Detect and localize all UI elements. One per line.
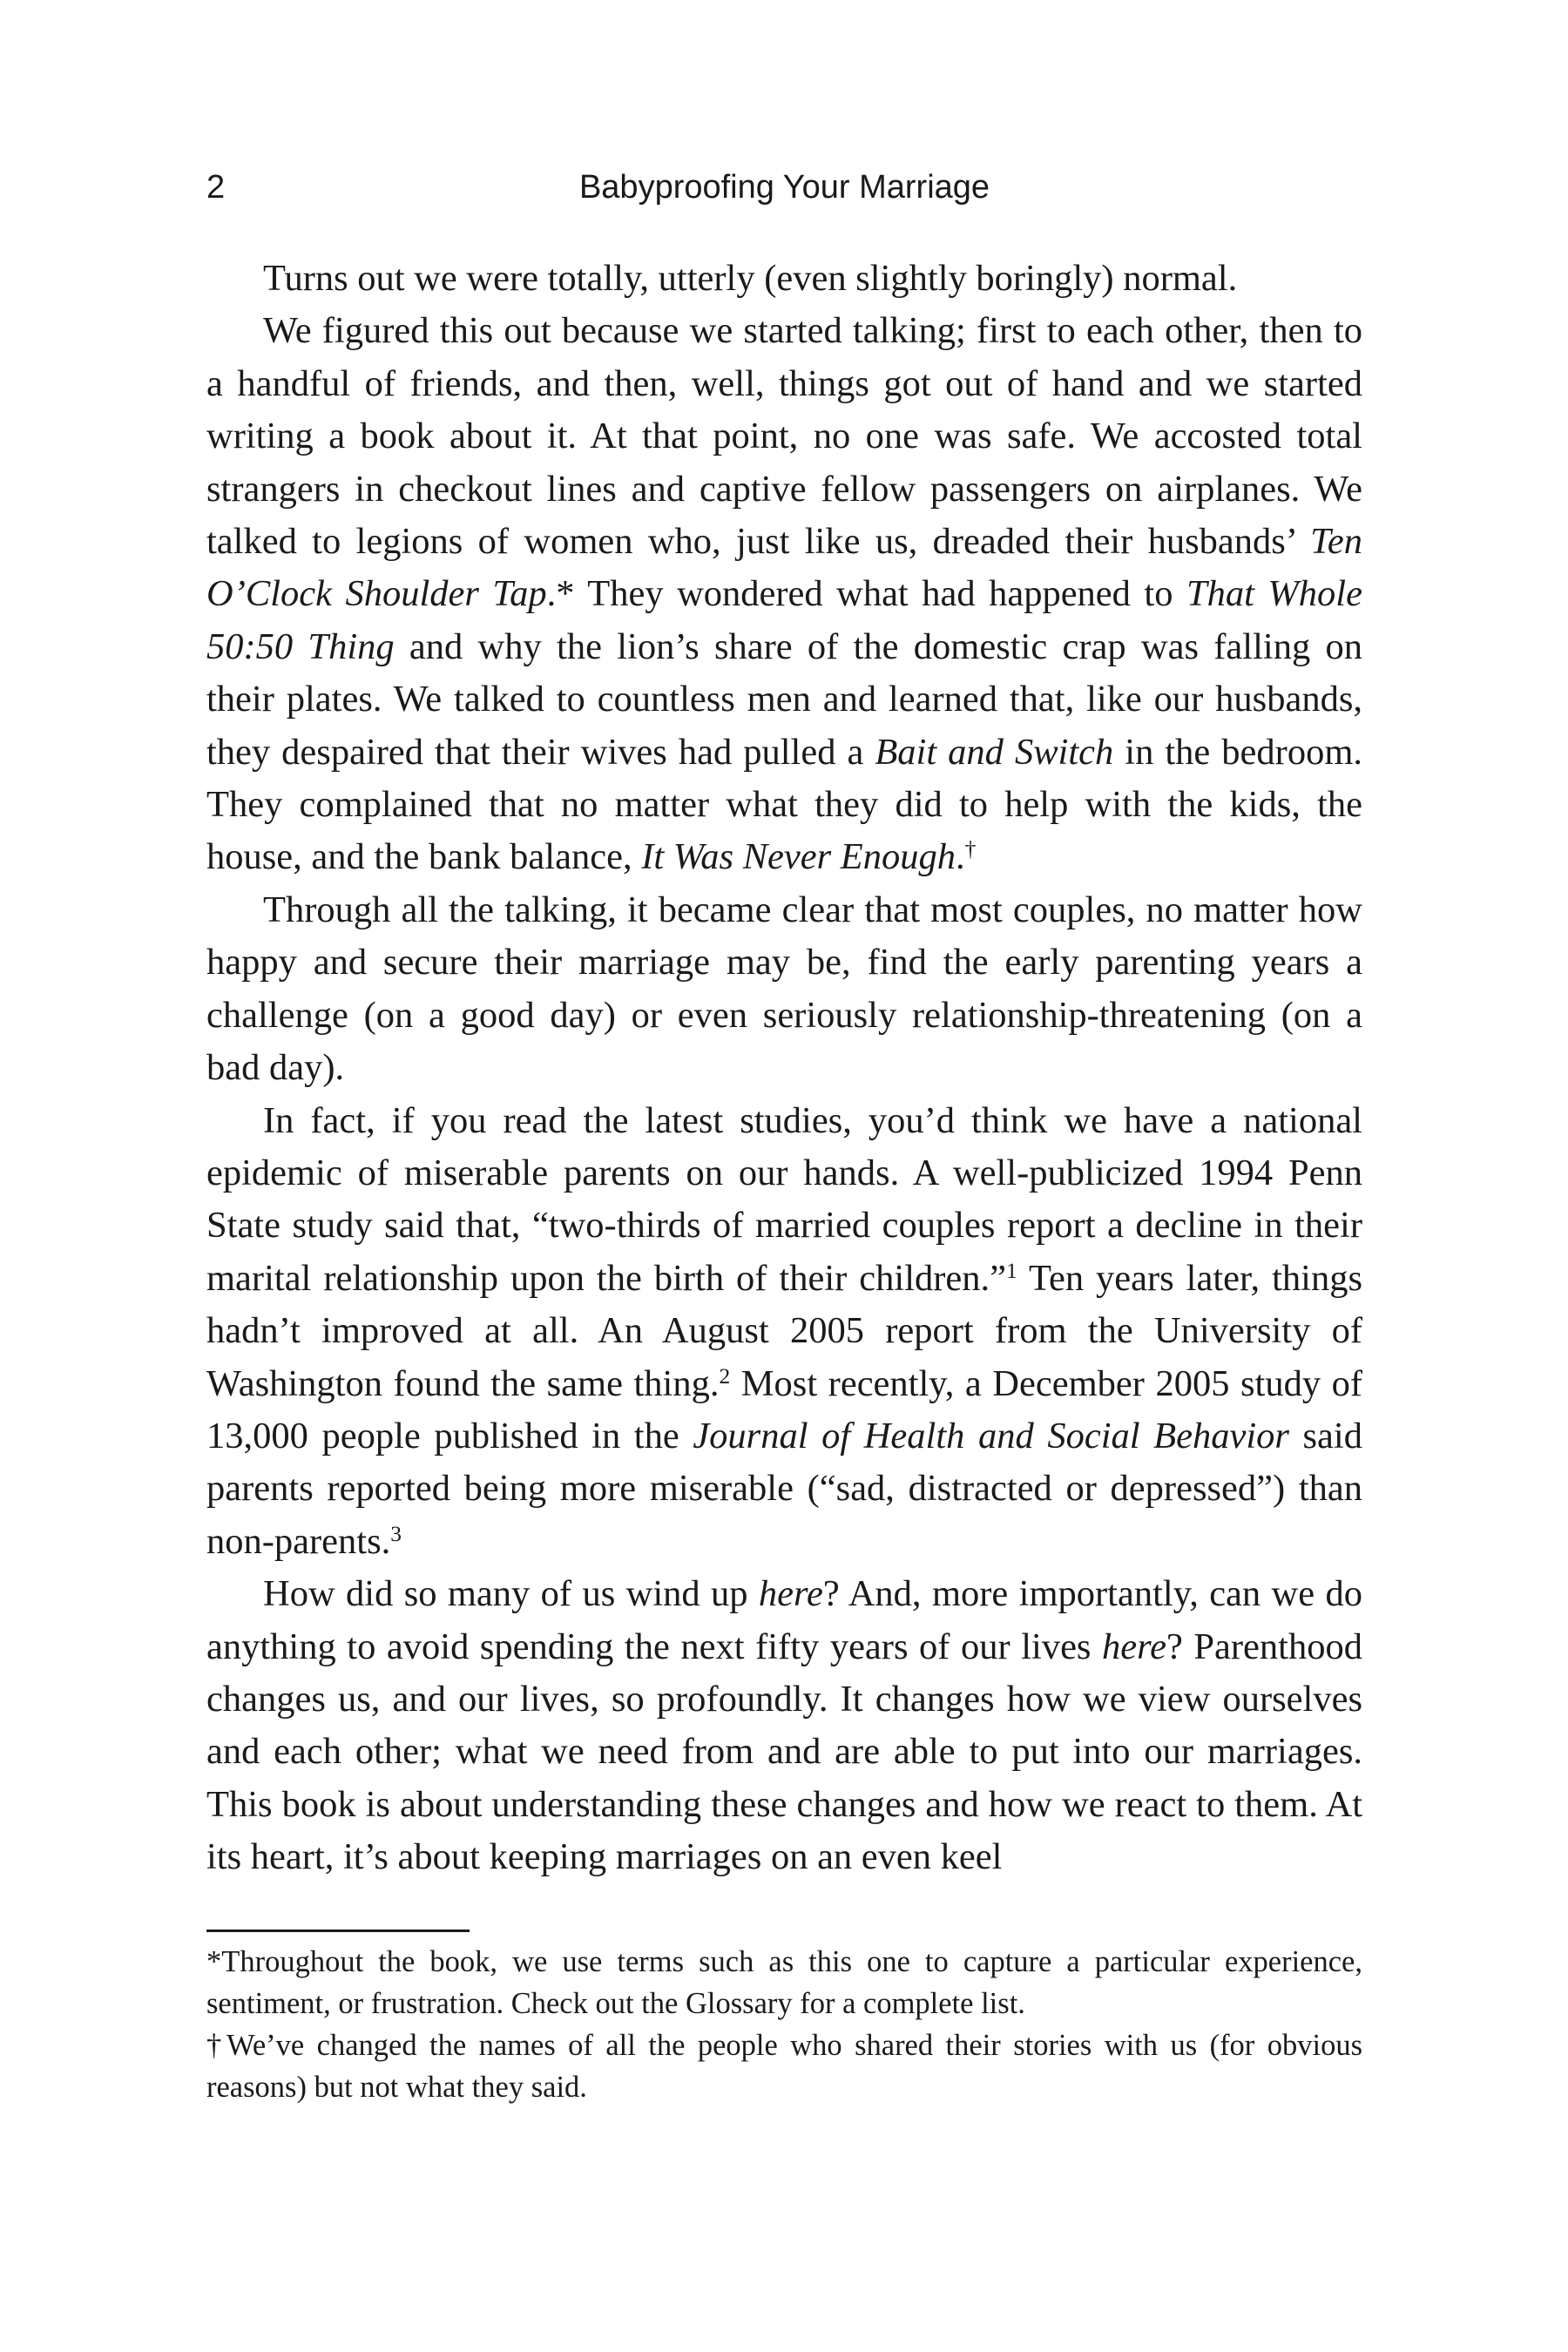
paragraph-3: Through all the talking, it became clear that most couples, no matter how happy and secure their marriage may be, find the early parenting years a challenge (on a good day) or even seriously relationship-threatening (on a bad day). bbox=[206, 889, 1362, 1089]
running-head bbox=[206, 166, 1362, 209]
glossary-term: That Whole 50:50 Thing bbox=[206, 573, 1362, 667]
text-run: in the bedroom. They complained that no matter what they did to help with the kids, the house, and the bank balance, bbox=[206, 731, 1362, 878]
paragraph-5 bbox=[206, 1568, 1362, 1883]
footnote-mark-asterisk: * bbox=[556, 573, 575, 615]
text-run: and why the lion’s share of the domestic crap was falling on their plates. We talked to countless men and learned that, like our husbands, they despaired that their wives had pulled a bbox=[206, 625, 1362, 773]
text-run: . bbox=[956, 836, 965, 878]
text-run: In fact, if you read the latest studies, you’d think we have a national epidemic of miserable parents on our hands. A well-publicized 1994 Penn State study said that, “two-thirds of married couples report a decline in their marital relationship upon the birth of their children.” bbox=[206, 1099, 1362, 1299]
glossary-term: It Was Never Enough bbox=[641, 836, 956, 878]
text-run: . bbox=[546, 573, 557, 615]
endnote-ref: 1 bbox=[1006, 1257, 1017, 1283]
paragraph-2 bbox=[206, 305, 1362, 883]
footnote-rule bbox=[206, 1930, 470, 1932]
emphasis: here bbox=[1102, 1625, 1166, 1667]
body-text bbox=[206, 253, 1362, 1884]
text-run: ? Parenthood changes us, and our lives, so profoundly. It changes how we view ourselves and each other; what we need from and are able to put into our marriages. This book is about understanding these changes and how we react to them. At its heart, it’s about keeping marriages on an even keel bbox=[206, 1625, 1362, 1878]
text-run: Ten years later, things hadn’t improved at all. An August 2005 report from the University of Washington found the same thing. bbox=[206, 1257, 1362, 1404]
footnotes bbox=[206, 1941, 1362, 2108]
emphasis: here bbox=[758, 1573, 823, 1615]
glossary-term: Ten O’Clock Shoulder Tap bbox=[206, 521, 1362, 615]
text-run: They wondered what had happened to bbox=[574, 573, 1186, 615]
book-title: Babyproofing Your Marriage bbox=[578, 169, 990, 206]
text-run: Most recently, a December 2005 study of 13,000 people published in the bbox=[206, 1362, 1362, 1456]
footnote: *Throughout the book, we use terms such as this one to capture a particular experience, sentiment, or frustration. Check out the Glossary for a complete list. bbox=[206, 1945, 1362, 2020]
footnote-mark-dagger: † bbox=[964, 836, 977, 862]
endnote-ref: 2 bbox=[719, 1362, 731, 1389]
glossary-term: Bait and Switch bbox=[875, 731, 1114, 773]
paragraph-1: Turns out we were totally, utterly (even slightly boringly) normal. bbox=[263, 258, 1238, 299]
text-run: We figured this out because we started talking; first to each other, then to a handful of friends, and then, well, things got out of hand and we started writing a book about it. At that point, no one was safe. We accosted total strangers in checkout lines and captive fellow passengers on airplanes. We talked to legions of women who, just like us, dreaded their husbands’ bbox=[206, 310, 1362, 563]
text-run: ? And, more importantly, can we do anything to avoid spending the next fifty years of our lives bbox=[206, 1573, 1362, 1667]
text-run: How did so many of us wind up bbox=[263, 1573, 759, 1615]
footnote: †We’ve changed the names of all the people who shared their stories with us (for obvious reasons) but not what they said. bbox=[206, 2029, 1362, 2104]
text-run: said parents reported being more miserable (“sad, distracted or depressed”) than non-parents. bbox=[206, 1415, 1362, 1562]
page-number: 2 bbox=[206, 169, 226, 206]
paragraph-4 bbox=[206, 1095, 1362, 1569]
journal-title: Journal of Health and Social Behavior bbox=[693, 1415, 1289, 1456]
endnote-ref: 3 bbox=[390, 1520, 402, 1546]
